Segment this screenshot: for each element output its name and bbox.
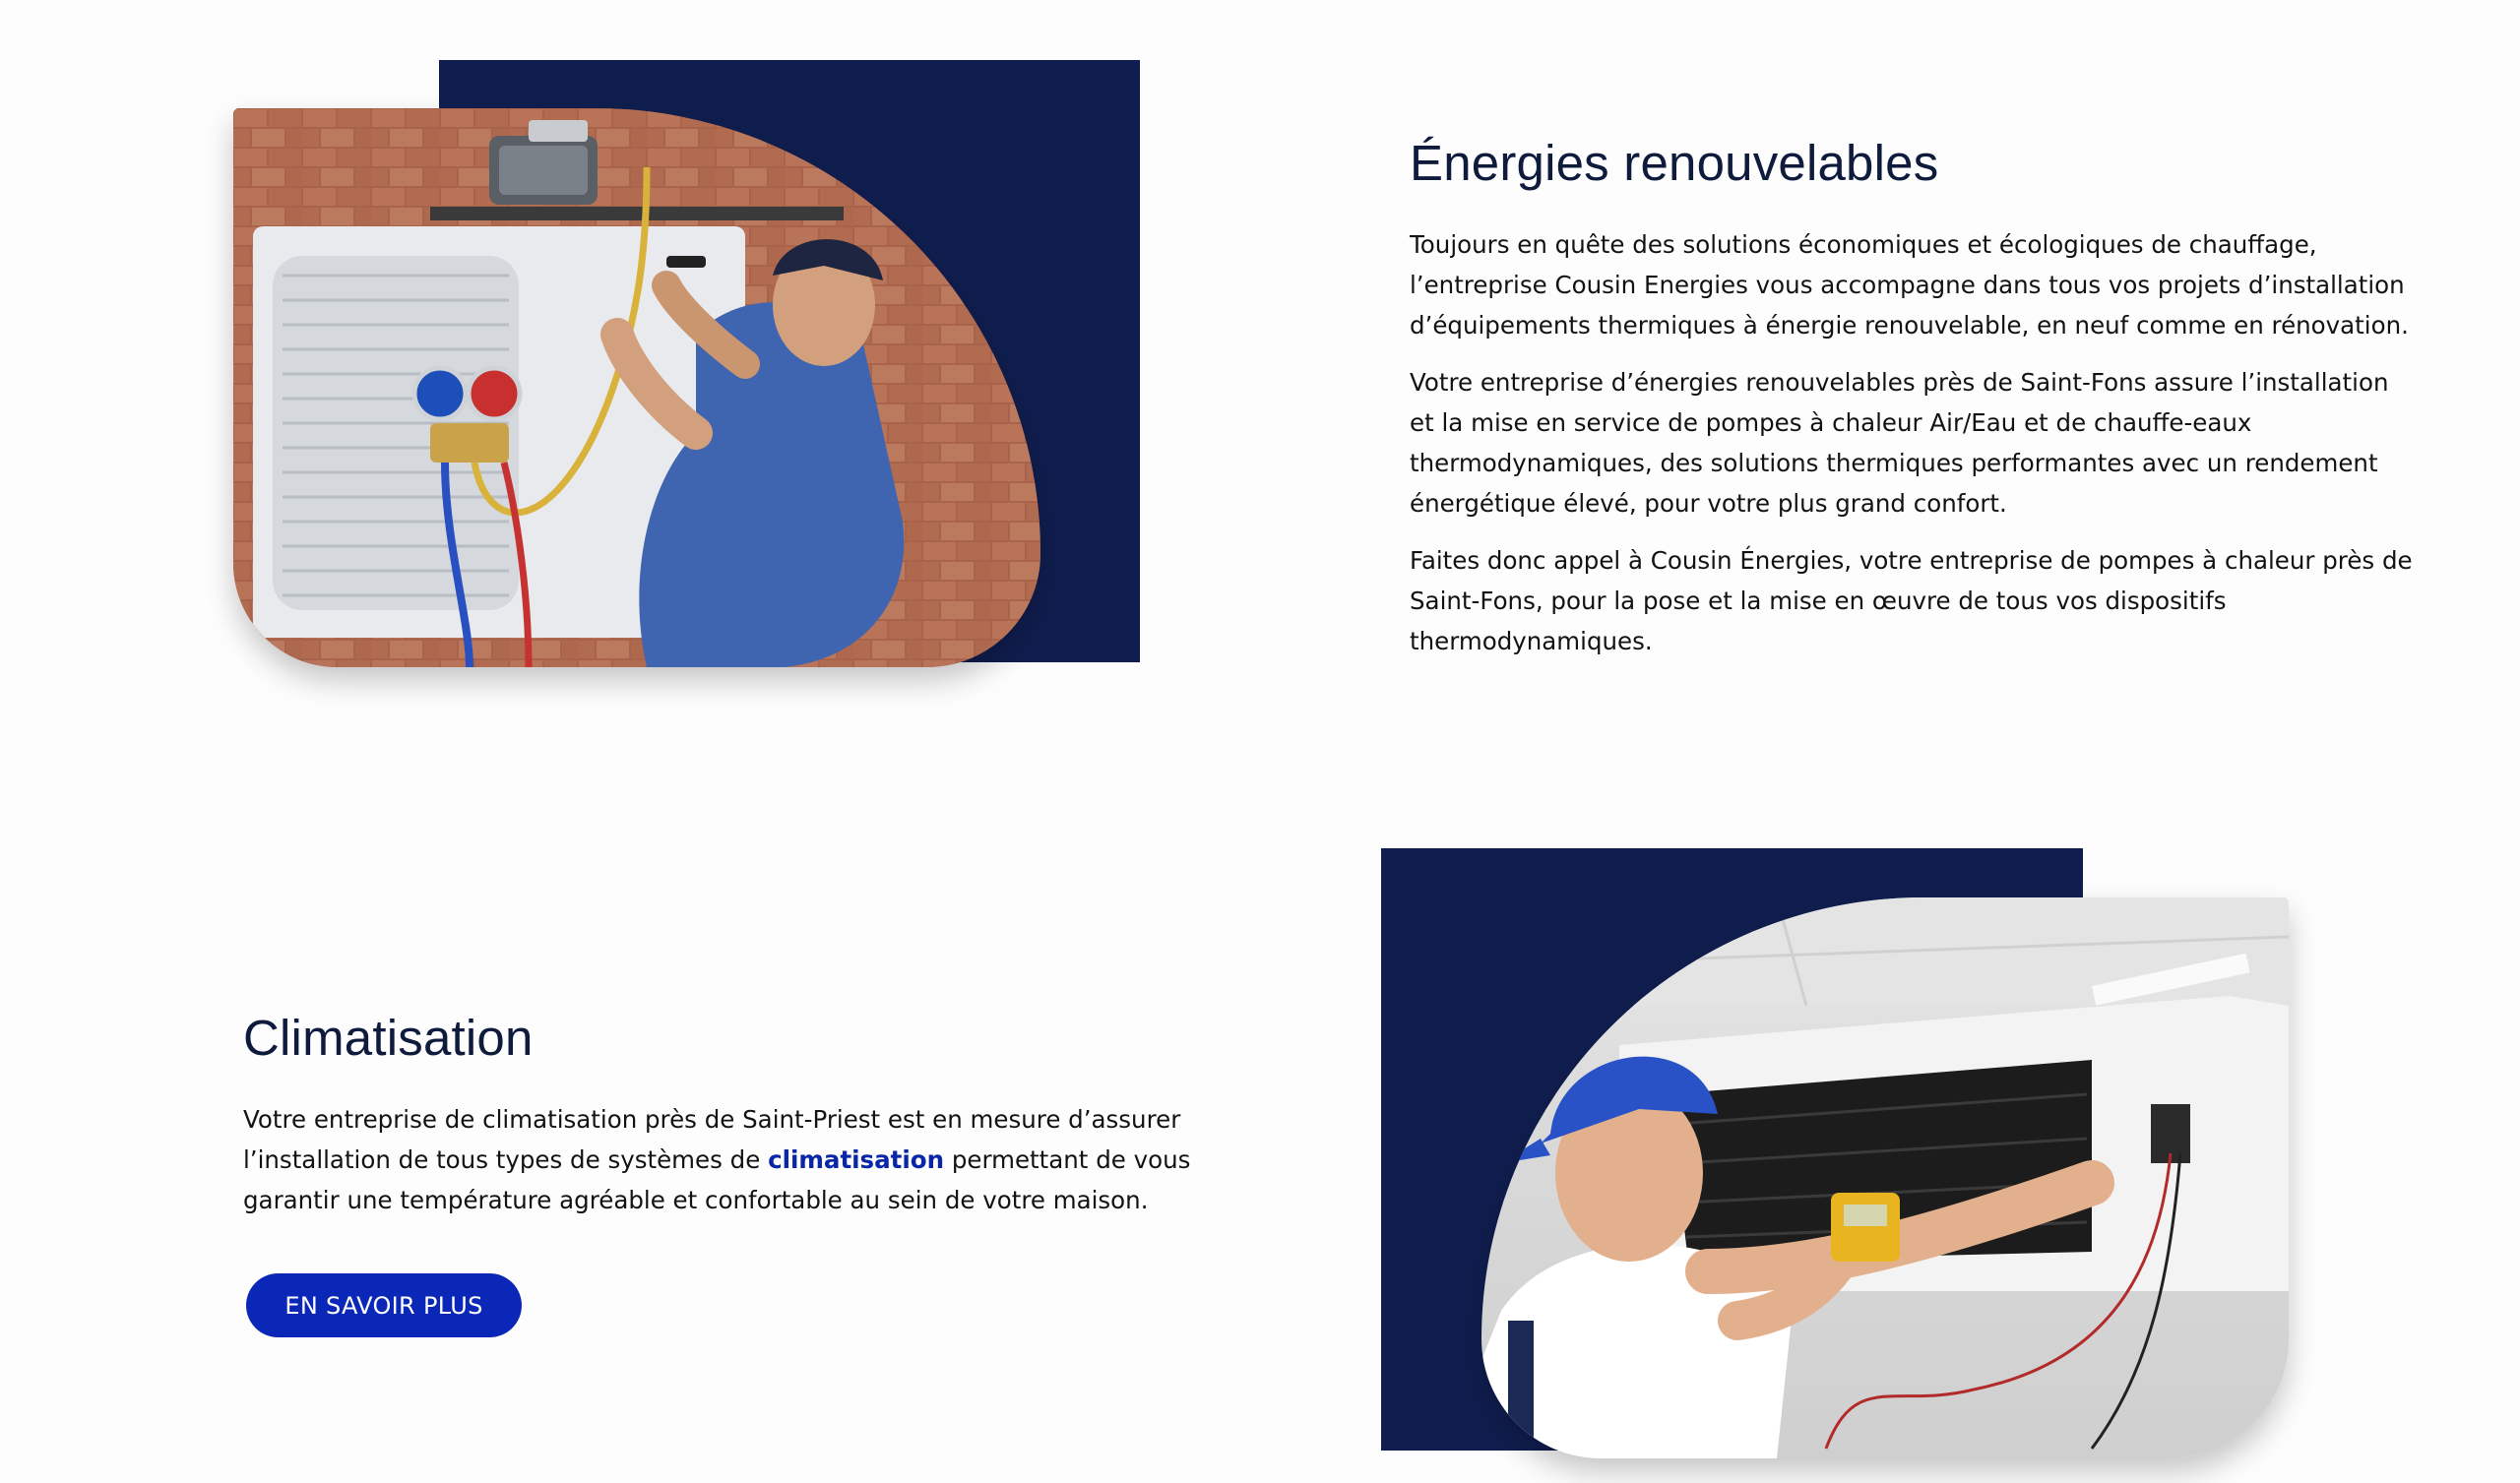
air-conditioner-technician-image	[1481, 897, 2289, 1458]
paragraph: Toujours en quête des solutions économiques et écologiques de chauffage, l’entreprise Cousin Energies vous accompagne dans tous vos projets d’installation d’équipements thermiques à énergie renouvelable, en neuf comme en rénovation.	[1410, 230, 2409, 340]
paragraph	[243, 1099, 1228, 1220]
section-title-air-conditioning: Climatisation	[243, 1010, 534, 1066]
section-title-renewable-energies: Énergies renouvelables	[1410, 135, 1939, 191]
paragraph-text: permettant de vous garantir une température agréable et confortable au sein de votre maison.	[243, 1145, 1191, 1214]
air-conditioner-illustration	[1481, 897, 2289, 1458]
climatisation-link[interactable]: climatisation	[768, 1145, 945, 1174]
paragraph-text: Votre entreprise de climatisation près de Saint-Priest est en mesure d’assurer l’installation de tous types de systèmes de	[243, 1105, 1181, 1174]
paragraph: Votre entreprise d’énergies renouvelables près de Saint-Fons assure l’installation et la mise en service de pompes à chaleur Air/Eau et de chauffe-eaux thermodynamiques, des solutions thermiques performantes avec un rendement énergétique élevé, pour votre plus grand confort.	[1410, 368, 2389, 518]
paragraph: Faites donc appel à Cousin Énergies, votre entreprise de pompes à chaleur près de Saint-Fons, pour la pose et la mise en œuvre de tous vos dispositifs thermodynamiques.	[1410, 546, 2413, 655]
heat-pump-illustration	[233, 108, 1040, 667]
heat-pump-technician-image	[233, 108, 1040, 667]
renewable-energies-description	[1410, 224, 2414, 678]
learn-more-button[interactable]: EN SAVOIR PLUS	[246, 1273, 522, 1337]
air-conditioning-description	[243, 1099, 1228, 1237]
